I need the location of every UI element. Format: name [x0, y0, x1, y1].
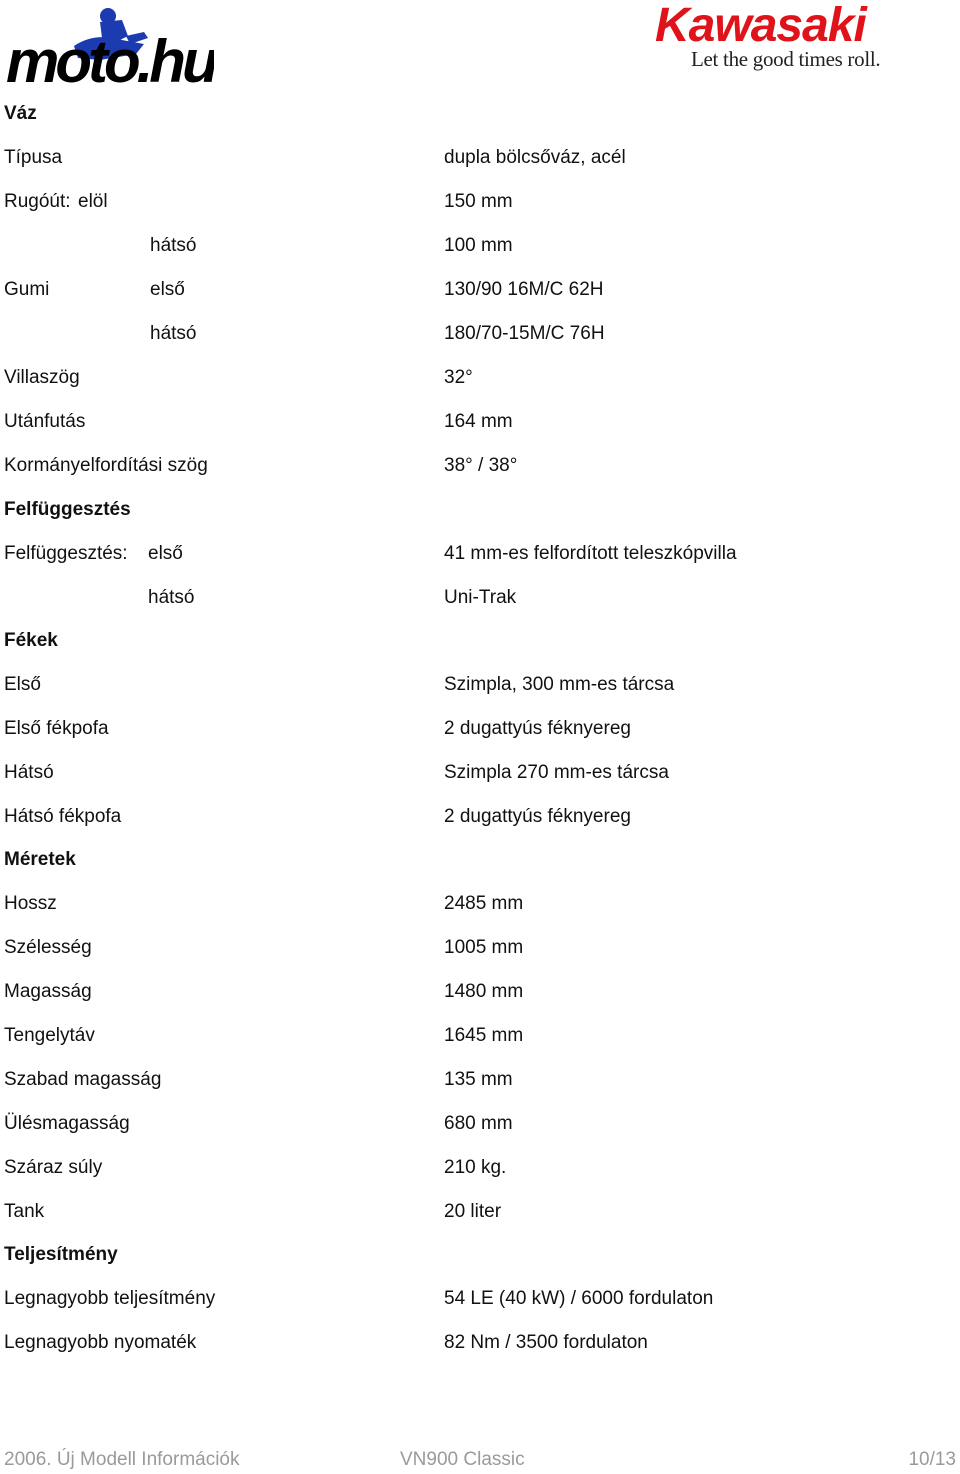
- spec-label: Gumi: [4, 279, 50, 300]
- spec-label: Magasság: [4, 981, 92, 1002]
- spec-label: Villaszög: [4, 367, 80, 388]
- spec-value: 82 Nm / 3500 fordulaton: [444, 1332, 648, 1353]
- spec-sublabel: hátsó: [150, 235, 197, 256]
- spec-value: 210 kg.: [444, 1157, 507, 1178]
- spec-value: 1645 mm: [444, 1025, 524, 1046]
- spec-row-kormany: [0, 451, 960, 481]
- spec-label: Ülésmagasság: [4, 1113, 130, 1134]
- page-header: [0, 0, 960, 100]
- section-title: Váz: [4, 103, 37, 124]
- spec-row-hossz: [0, 889, 960, 919]
- spec-value: 130/90 16M/C 62H: [444, 279, 604, 300]
- spec-label: Hátsó fékpofa: [4, 806, 122, 827]
- spec-value: 2 dugattyús féknyereg: [444, 718, 631, 739]
- spec-label: Első: [4, 674, 41, 695]
- section-title-fekek: [0, 626, 960, 656]
- spec-value: dupla bölcsőváz, acél: [444, 147, 626, 168]
- spec-label: Hossz: [4, 893, 57, 914]
- spec-sublabel: hátsó: [150, 323, 197, 344]
- moto-hu-logo-text: moto.hu: [6, 28, 214, 94]
- spec-row-felfuggesztes-hatso: [0, 583, 960, 613]
- section-title: Teljesítmény: [4, 1244, 118, 1265]
- spec-label: Utánfutás: [4, 411, 86, 432]
- spec-value: 180/70-15M/C 76H: [444, 323, 605, 344]
- spec-value: 150 mm: [444, 191, 513, 212]
- spec-value: 1005 mm: [444, 937, 524, 958]
- spec-value: 20 liter: [444, 1201, 502, 1222]
- spec-value: 38° / 38°: [444, 455, 518, 476]
- section-title-vaz: [0, 99, 960, 129]
- section-title: Méretek: [4, 849, 76, 870]
- spec-label: Tank: [4, 1201, 45, 1222]
- section-title-felfuggesztes: [0, 495, 960, 525]
- spec-row-teljesitmeny: [0, 1284, 960, 1314]
- moto-hu-logo: [4, 2, 214, 94]
- kawasaki-logo-slogan: Let the good times roll.: [691, 47, 881, 71]
- spec-label: Felfüggesztés:: [4, 543, 128, 564]
- spec-row-fek-hatso-fekpofa: [0, 802, 960, 832]
- spec-value: 41 mm-es felfordított teleszkópvilla: [444, 543, 737, 564]
- spec-row-villaszog: [0, 363, 960, 393]
- page-footer: [0, 1446, 960, 1474]
- spec-value: 2485 mm: [444, 893, 524, 914]
- spec-sublabel: hátsó: [148, 587, 195, 608]
- spec-label: Rugóút:: [4, 191, 71, 212]
- spec-sublabel: első: [148, 543, 183, 564]
- footer-page-number: 10/13: [908, 1449, 956, 1470]
- spec-value: 32°: [444, 367, 473, 388]
- spec-row-felfuggesztes-elso: [0, 539, 960, 569]
- spec-row-tengelytav: [0, 1021, 960, 1051]
- footer-model-name: VN900 Classic: [400, 1449, 525, 1470]
- spec-row-rugout-elol: [0, 187, 960, 217]
- spec-row-szabad-magassag: [0, 1065, 960, 1095]
- spec-row-szaraz-suly: [0, 1153, 960, 1183]
- spec-value: 164 mm: [444, 411, 513, 432]
- kawasaki-logo-word: Kawasaki: [655, 0, 866, 52]
- spec-value: 1480 mm: [444, 981, 524, 1002]
- spec-value: Szimpla, 300 mm-es tárcsa: [444, 674, 675, 695]
- section-title-teljesitmeny: [0, 1240, 960, 1270]
- spec-row-ulesmagassag: [0, 1109, 960, 1139]
- spec-row-gumi-hatso: [0, 319, 960, 349]
- spec-label: Legnagyobb teljesítmény: [4, 1288, 216, 1309]
- moto-hu-logo-graphic: [4, 2, 214, 94]
- spec-row-gumi-elso: [0, 275, 960, 305]
- spec-sublabel: elöl: [78, 191, 108, 212]
- spec-label: Típusa: [4, 147, 63, 168]
- spec-row-tank: [0, 1197, 960, 1227]
- spec-sublabel: első: [150, 279, 185, 300]
- spec-label: Kormányelfordítási szög: [4, 455, 208, 476]
- spec-label: Szélesség: [4, 937, 92, 958]
- section-title: Felfüggesztés: [4, 499, 131, 520]
- spec-label: Első fékpofa: [4, 718, 109, 739]
- spec-value: 680 mm: [444, 1113, 513, 1134]
- spec-row-fek-elso: [0, 670, 960, 700]
- section-title-meretek: [0, 845, 960, 875]
- spec-row-rugout-hatso: [0, 231, 960, 261]
- spec-row-szelesseg: [0, 933, 960, 963]
- spec-row-tipus: [0, 143, 960, 173]
- spec-label: Száraz súly: [4, 1157, 103, 1178]
- spec-value: Szimpla 270 mm-es tárcsa: [444, 762, 669, 783]
- spec-value: 54 LE (40 kW) / 6000 fordulaton: [444, 1288, 714, 1309]
- spec-value: 135 mm: [444, 1069, 513, 1090]
- spec-row-magassag: [0, 977, 960, 1007]
- spec-row-fek-elso-fekpofa: [0, 714, 960, 744]
- section-title: Fékek: [4, 630, 58, 651]
- spec-label: Szabad magasság: [4, 1069, 162, 1090]
- spec-row-fek-hatso: [0, 758, 960, 788]
- spec-row-utanfutas: [0, 407, 960, 437]
- spec-value: 100 mm: [444, 235, 513, 256]
- kawasaki-logo: [655, 2, 920, 72]
- spec-value: Uni-Trak: [444, 587, 517, 608]
- spec-label: Tengelytáv: [4, 1025, 95, 1046]
- spec-label: Hátsó: [4, 762, 54, 783]
- spec-value: 2 dugattyús féknyereg: [444, 806, 631, 827]
- spec-row-nyomatek: [0, 1328, 960, 1358]
- spec-label: Legnagyobb nyomaték: [4, 1332, 197, 1353]
- footer-doc-title: 2006. Új Modell Információk: [4, 1449, 240, 1470]
